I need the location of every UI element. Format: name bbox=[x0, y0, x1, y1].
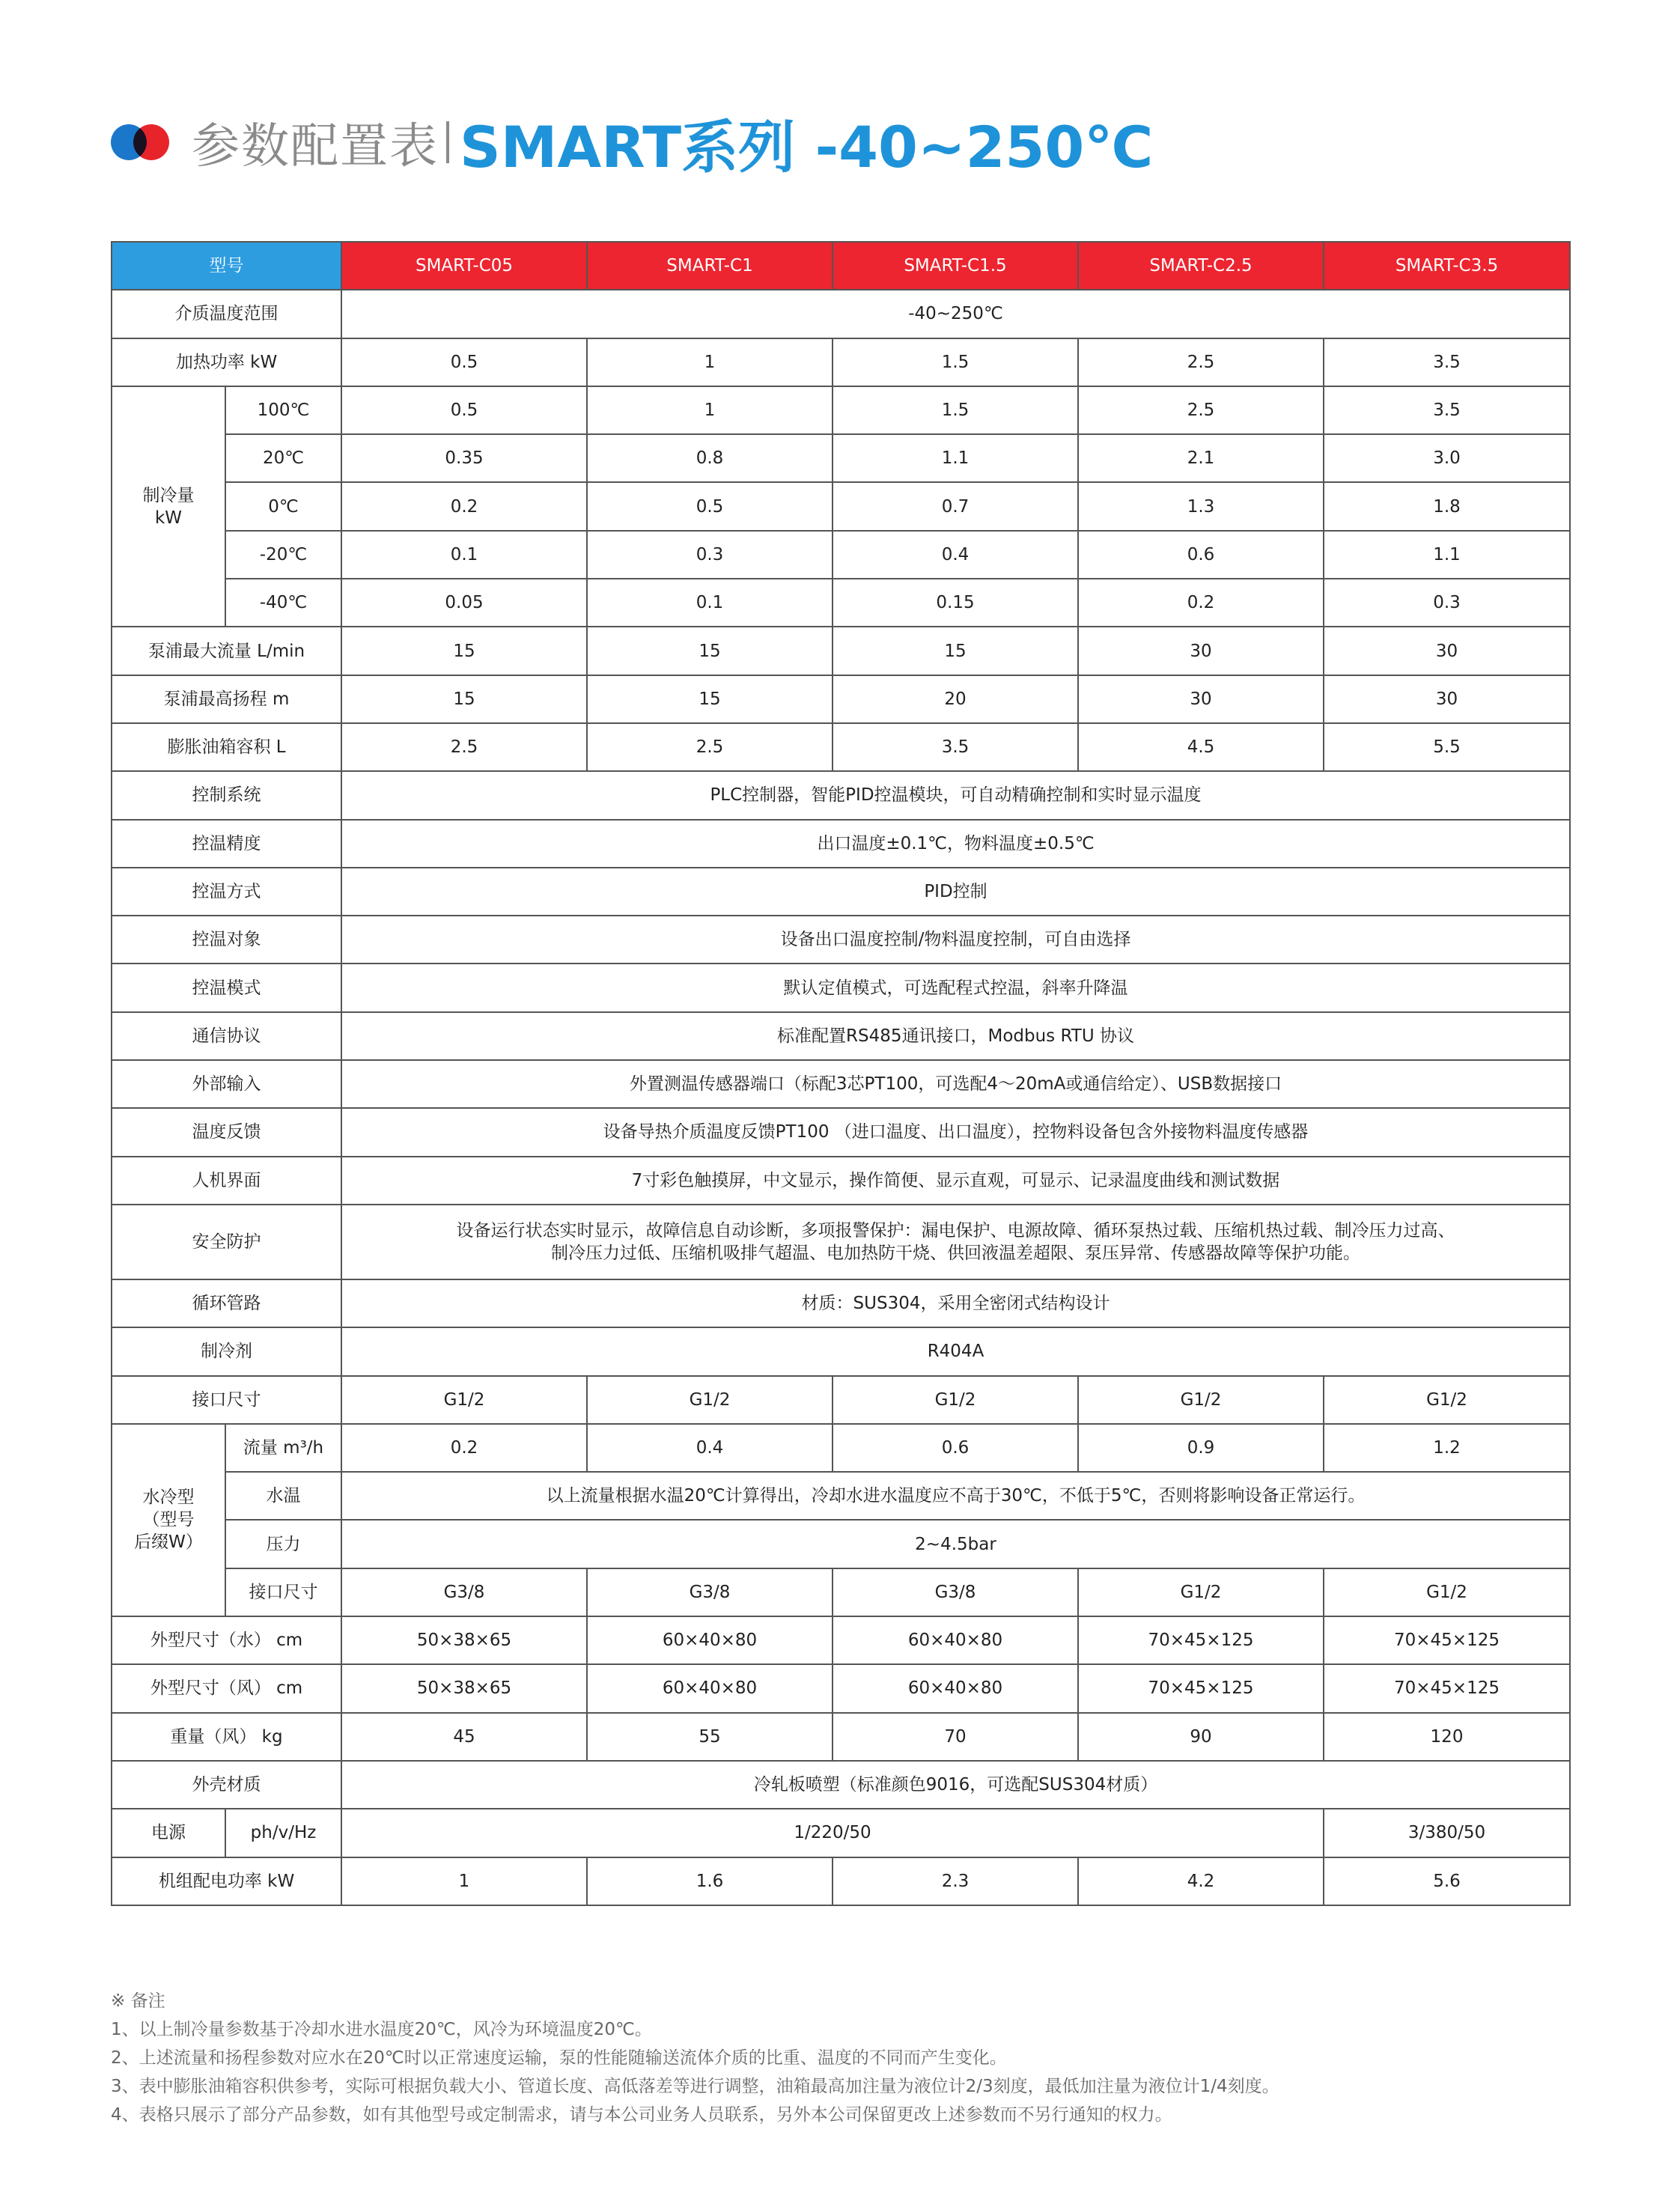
table-row bbox=[112, 1205, 1570, 1279]
row-label: 电源 bbox=[112, 1809, 225, 1857]
table-row bbox=[112, 579, 1570, 627]
cell-value: 20 bbox=[833, 675, 1078, 723]
row-sub-label: -40℃ bbox=[225, 579, 341, 627]
cell-value: 60×40×80 bbox=[833, 1616, 1078, 1664]
cell-value: G3/8 bbox=[587, 1568, 833, 1616]
cell-value: 0.2 bbox=[1078, 579, 1324, 627]
table-row bbox=[112, 1060, 1570, 1108]
row-label: 外型尺寸（风） cm bbox=[112, 1664, 341, 1712]
cell-value: PLC控制器，智能PID控温模块，可自动精确控制和实时显示温度 bbox=[341, 771, 1570, 819]
cell-value: 2.3 bbox=[833, 1857, 1078, 1905]
cell-value: 7寸彩色触摸屏，中文显示，操作简便、显示直观，可显示、记录温度曲线和测试数据 bbox=[341, 1157, 1570, 1205]
table-row bbox=[112, 1857, 1570, 1905]
header-model: SMART-C3.5 bbox=[1324, 242, 1570, 290]
cell-value: 2.5 bbox=[1078, 338, 1324, 386]
row-label: 膨胀油箱容积 L bbox=[112, 723, 341, 771]
cell-value: PID控制 bbox=[341, 868, 1570, 916]
cell-value: 5.5 bbox=[1324, 723, 1570, 771]
cell-value: 90 bbox=[1078, 1713, 1324, 1761]
header-model: SMART-C05 bbox=[341, 242, 587, 290]
table-row bbox=[112, 675, 1570, 723]
cell-value: 1 bbox=[341, 1857, 587, 1905]
cell-value: 60×40×80 bbox=[833, 1664, 1078, 1712]
cell-value: 1.1 bbox=[833, 434, 1078, 482]
cell-value: -40~250℃ bbox=[341, 290, 1570, 338]
cell-value: 标准配置RS485通讯接口，Modbus RTU 协议 bbox=[341, 1012, 1570, 1060]
cell-value: 1.3 bbox=[1078, 482, 1324, 530]
table-row bbox=[112, 1157, 1570, 1205]
cell-value: 0.6 bbox=[833, 1424, 1078, 1472]
cell-value: 70×45×125 bbox=[1078, 1616, 1324, 1664]
cell-value: 设备出口温度控制/物料温度控制，可自由选择 bbox=[341, 916, 1570, 964]
row-group-label: 制冷量 kW bbox=[112, 386, 225, 627]
row-group-label: 水冷型 （型号 后缀W） bbox=[112, 1424, 225, 1616]
note-item: 4、表格只展示了部分产品参数，如有其他型号或定制需求，请与本公司业务人员联系，另外本公司保留更改上述参数而不另行通知的权力。 bbox=[111, 2105, 1172, 2125]
cell-value: G1/2 bbox=[1078, 1568, 1324, 1616]
cell-value: 0.5 bbox=[341, 338, 587, 386]
spec-table bbox=[111, 241, 1571, 1906]
row-sub-label: -20℃ bbox=[225, 531, 341, 579]
table-row bbox=[112, 964, 1570, 1011]
table-row bbox=[112, 290, 1570, 338]
cell-value: 0.6 bbox=[1078, 531, 1324, 579]
cell-value: 1/220/50 bbox=[341, 1809, 1324, 1857]
cell-value: 1.8 bbox=[1324, 482, 1570, 530]
table-row bbox=[112, 1809, 1570, 1857]
row-sub-label: 接口尺寸 bbox=[225, 1568, 341, 1616]
cell-value: 70×45×125 bbox=[1324, 1664, 1570, 1712]
cell-value: 0.2 bbox=[341, 482, 587, 530]
row-label: 泵浦最高扬程 m bbox=[112, 675, 341, 723]
cell-value: 50×38×65 bbox=[341, 1664, 587, 1712]
cell-value: 0.8 bbox=[587, 434, 833, 482]
cell-value: 0.4 bbox=[587, 1424, 833, 1472]
row-sub-label: 20℃ bbox=[225, 434, 341, 482]
cell-value: 30 bbox=[1324, 627, 1570, 675]
row-sub-label: ph/v/Hz bbox=[225, 1809, 341, 1857]
cell-value: 1 bbox=[587, 338, 833, 386]
cell-value: 材质：SUS304，采用全密闭式结构设计 bbox=[341, 1279, 1570, 1327]
cell-value: 4.5 bbox=[1078, 723, 1324, 771]
cell-value: 0.35 bbox=[341, 434, 587, 482]
cell-value: 15 bbox=[341, 675, 587, 723]
row-sub-label: 水温 bbox=[225, 1472, 341, 1520]
header-model-label: 型号 bbox=[112, 242, 341, 290]
row-label: 循环管路 bbox=[112, 1279, 341, 1327]
cell-value: 设备导热介质温度反馈PT100 （进口温度、出口温度），控物料设备包含外接物料温度传感器 bbox=[341, 1108, 1570, 1156]
row-label: 泵浦最大流量 L/min bbox=[112, 627, 341, 675]
row-label: 控温精度 bbox=[112, 820, 341, 868]
table-row bbox=[112, 723, 1570, 771]
row-label: 控温模式 bbox=[112, 964, 341, 1011]
row-sub-label: 0℃ bbox=[225, 482, 341, 530]
cell-value: 3.5 bbox=[1324, 386, 1570, 434]
cell-value: 0.5 bbox=[341, 386, 587, 434]
cell-value: 70×45×125 bbox=[1324, 1616, 1570, 1664]
row-sub-label: 100℃ bbox=[225, 386, 341, 434]
cell-value: 0.4 bbox=[833, 531, 1078, 579]
row-label: 控温对象 bbox=[112, 916, 341, 964]
table-row bbox=[112, 771, 1570, 819]
table-row bbox=[112, 531, 1570, 579]
cell-value: 2.1 bbox=[1078, 434, 1324, 482]
row-label: 接口尺寸 bbox=[112, 1376, 341, 1424]
cell-value: 2.5 bbox=[1078, 386, 1324, 434]
table-row bbox=[112, 1520, 1570, 1568]
cell-value: 1.2 bbox=[1324, 1424, 1570, 1472]
cell-value: 1.1 bbox=[1324, 531, 1570, 579]
cell-value: 出口温度±0.1℃，物料温度±0.5℃ bbox=[341, 820, 1570, 868]
note-item: 2、上述流量和扬程参数对应水在20℃时以正常速度运输，泵的性能随输送流体介质的比重、温度的不同而产生变化。 bbox=[111, 2048, 1007, 2068]
table-row bbox=[112, 1616, 1570, 1664]
row-label: 介质温度范围 bbox=[112, 290, 341, 338]
table-row bbox=[112, 1279, 1570, 1327]
table-row bbox=[112, 1713, 1570, 1761]
table-row bbox=[112, 1761, 1570, 1809]
row-sub-label: 压力 bbox=[225, 1520, 341, 1568]
table-row bbox=[112, 868, 1570, 916]
cell-value: 3.5 bbox=[1324, 338, 1570, 386]
title-main: SMART系列 -40~250℃ bbox=[460, 113, 1154, 180]
cell-value: 15 bbox=[833, 627, 1078, 675]
table-row bbox=[112, 1327, 1570, 1375]
cell-value: G1/2 bbox=[833, 1376, 1078, 1424]
cell-value: 1.6 bbox=[587, 1857, 833, 1905]
cell-value: 0.9 bbox=[1078, 1424, 1324, 1472]
row-label: 控制系统 bbox=[112, 771, 341, 819]
table-row bbox=[112, 434, 1570, 482]
row-label: 机组配电功率 kW bbox=[112, 1857, 341, 1905]
table-row bbox=[112, 820, 1570, 868]
brand-logo-icon bbox=[111, 120, 172, 165]
cell-value: G1/2 bbox=[1324, 1568, 1570, 1616]
cell-value: 60×40×80 bbox=[587, 1616, 833, 1664]
cell-value: 3.5 bbox=[833, 723, 1078, 771]
cell-value: 0.1 bbox=[587, 579, 833, 627]
cell-value: 120 bbox=[1324, 1713, 1570, 1761]
page-header bbox=[111, 105, 1153, 180]
cell-value: 15 bbox=[341, 627, 587, 675]
row-label: 控温方式 bbox=[112, 868, 341, 916]
cell-value: 50×38×65 bbox=[341, 1616, 587, 1664]
cell-value: 2~4.5bar bbox=[341, 1520, 1570, 1568]
row-sub-label: 流量 m³/h bbox=[225, 1424, 341, 1472]
row-label: 通信协议 bbox=[112, 1012, 341, 1060]
cell-value: 55 bbox=[587, 1713, 833, 1761]
cell-value: G1/2 bbox=[587, 1376, 833, 1424]
cell-value: 2.5 bbox=[341, 723, 587, 771]
cell-value: 0.2 bbox=[341, 1424, 587, 1472]
cell-value: 0.5 bbox=[587, 482, 833, 530]
header-model: SMART-C1.5 bbox=[833, 242, 1078, 290]
cell-value: 0.15 bbox=[833, 579, 1078, 627]
row-label: 制冷剂 bbox=[112, 1327, 341, 1375]
cell-value: 70 bbox=[833, 1713, 1078, 1761]
cell-value: R404A bbox=[341, 1327, 1570, 1375]
table-row bbox=[112, 627, 1570, 675]
table-row bbox=[112, 916, 1570, 964]
table-row bbox=[112, 1424, 1570, 1472]
note-item: 3、表中膨胀油箱容积供参考，实际可根据负载大小、管道长度、高低落差等进行调整，油箱最高加注量为液位计2/3刻度，最低加注量为液位计1/4刻度。 bbox=[111, 2077, 1279, 2096]
cell-value: 45 bbox=[341, 1713, 587, 1761]
table-row bbox=[112, 1568, 1570, 1616]
cell-value: G1/2 bbox=[1078, 1376, 1324, 1424]
cell-value: 3/380/50 bbox=[1324, 1809, 1570, 1857]
cell-value: 设备运行状态实时显示，故障信息自动诊断，多项报警保护：漏电保护、电源故障、循环泵热过载、压缩机热过载、制冷压力过高、 制冷压力过低、压缩机吸排气超温、电加热防干烧、供回液温差超限、泵压异常、传感器故障等保护功能。 bbox=[341, 1205, 1570, 1279]
cell-value: 1 bbox=[587, 386, 833, 434]
cell-value: 30 bbox=[1078, 627, 1324, 675]
title-cn: 参数配置表 bbox=[192, 119, 439, 174]
cell-value: 2.5 bbox=[587, 723, 833, 771]
row-label: 安全防护 bbox=[112, 1205, 341, 1279]
row-label: 人机界面 bbox=[112, 1157, 341, 1205]
cell-value: 30 bbox=[1078, 675, 1324, 723]
row-label: 加热功率 kW bbox=[112, 338, 341, 386]
cell-value: 5.6 bbox=[1324, 1857, 1570, 1905]
cell-value: 以上流量根据水温20℃计算得出，冷却水进水温度应不高于30℃，不低于5℃，否则将影响设备正常运行。 bbox=[341, 1472, 1570, 1520]
cell-value: 外置测温传感器端口（标配3芯PT100，可选配4～20mA或通信给定）、USB数据接口 bbox=[341, 1060, 1570, 1108]
table-row bbox=[112, 1472, 1570, 1520]
table-row bbox=[112, 1012, 1570, 1060]
row-label: 温度反馈 bbox=[112, 1108, 341, 1156]
cell-value: 3.0 bbox=[1324, 434, 1570, 482]
notes-title: ※ 备注 bbox=[111, 1991, 165, 2011]
table-row bbox=[112, 1376, 1570, 1424]
cell-value: 默认定值模式，可选配程式控温，斜率升降温 bbox=[341, 964, 1570, 1011]
cell-value: 1.5 bbox=[833, 338, 1078, 386]
cell-value: G3/8 bbox=[341, 1568, 587, 1616]
table-row bbox=[112, 386, 1570, 434]
cell-value: 30 bbox=[1324, 675, 1570, 723]
table-header-row bbox=[112, 242, 1570, 290]
cell-value: 0.3 bbox=[1324, 579, 1570, 627]
cell-value: 1.5 bbox=[833, 386, 1078, 434]
cell-value: G1/2 bbox=[1324, 1376, 1570, 1424]
cell-value: 60×40×80 bbox=[587, 1664, 833, 1712]
cell-value: 冷轧板喷塑（标准颜色9016，可选配SUS304材质） bbox=[341, 1761, 1570, 1809]
cell-value: 0.3 bbox=[587, 531, 833, 579]
note-item: 1、以上制冷量参数基于冷却水进水温度20℃，风冷为环境温度20℃。 bbox=[111, 2020, 652, 2039]
cell-value: G3/8 bbox=[833, 1568, 1078, 1616]
cell-value: 70×45×125 bbox=[1078, 1664, 1324, 1712]
row-label: 重量（风） kg bbox=[112, 1713, 341, 1761]
table-row bbox=[112, 482, 1570, 530]
header-model: SMART-C2.5 bbox=[1078, 242, 1324, 290]
cell-value: 15 bbox=[587, 675, 833, 723]
cell-value: 4.2 bbox=[1078, 1857, 1324, 1905]
row-label: 外部输入 bbox=[112, 1060, 341, 1108]
table-row bbox=[112, 1108, 1570, 1156]
cell-value: 15 bbox=[587, 627, 833, 675]
title-divider bbox=[446, 121, 449, 163]
cell-value: 0.7 bbox=[833, 482, 1078, 530]
header-model: SMART-C1 bbox=[587, 242, 833, 290]
notes-section bbox=[111, 1987, 1279, 2129]
table-row bbox=[112, 1664, 1570, 1712]
row-label: 外型尺寸（水） cm bbox=[112, 1616, 341, 1664]
cell-value: 0.1 bbox=[341, 531, 587, 579]
table-row bbox=[112, 338, 1570, 386]
row-label: 外壳材质 bbox=[112, 1761, 341, 1809]
cell-value: G1/2 bbox=[341, 1376, 587, 1424]
cell-value: 0.05 bbox=[341, 579, 587, 627]
